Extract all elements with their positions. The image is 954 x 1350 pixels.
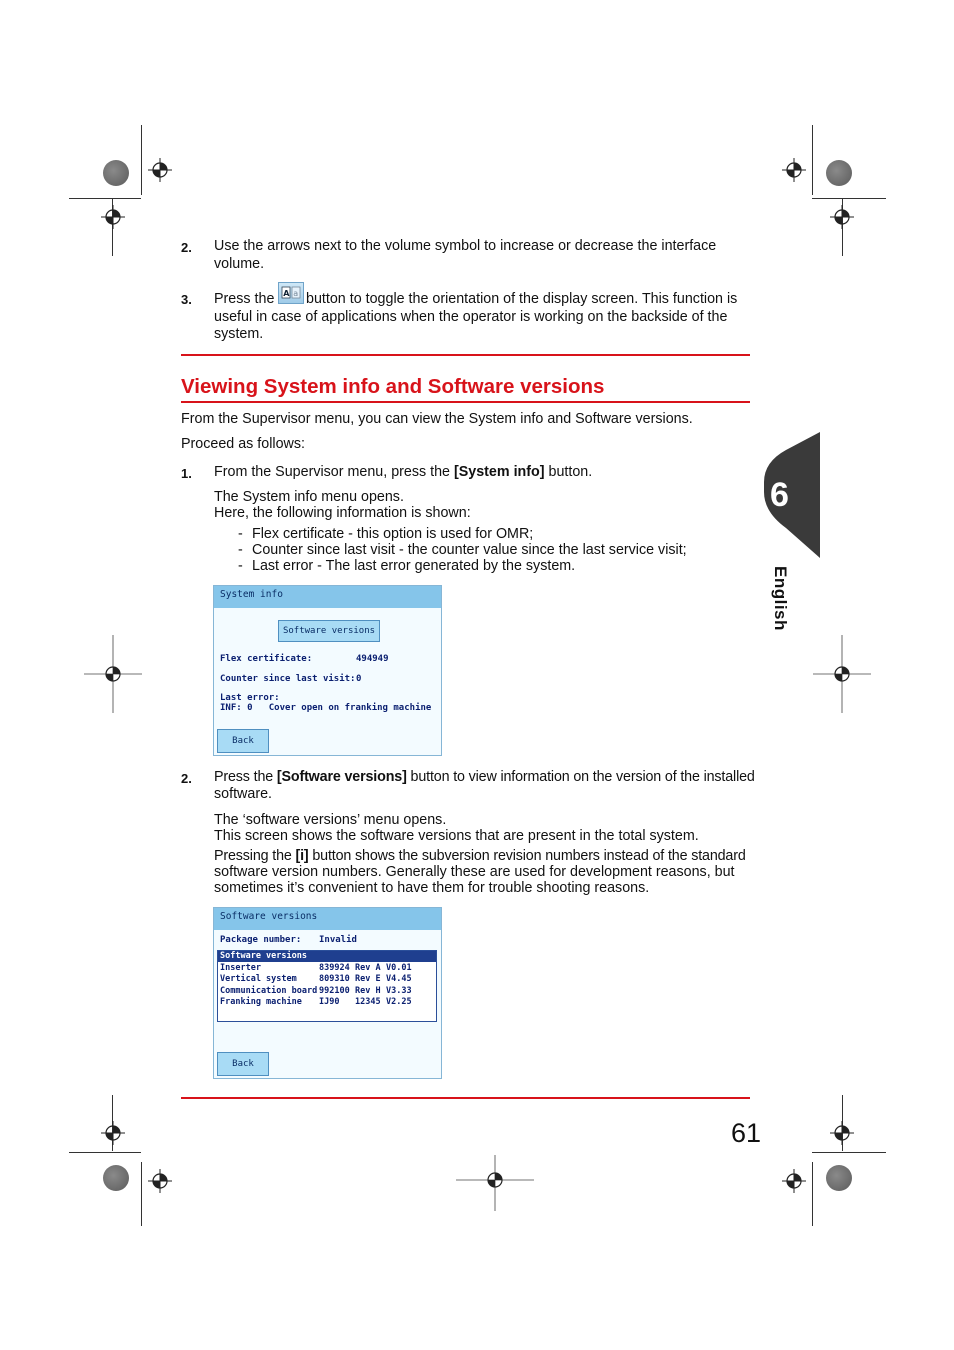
- crosshair-icon: [830, 1121, 854, 1145]
- step-text: Use the arrows next to the volume symbol to increase or decrease the interface: [214, 238, 717, 254]
- registration-dot: [103, 160, 129, 186]
- step-text: [214, 769, 755, 786]
- last-error-value: INF: 0 Cover open on franking machine: [220, 703, 432, 713]
- crop-mark: [812, 125, 813, 195]
- section-divider-top: [181, 354, 750, 356]
- svg-text:A: A: [283, 289, 290, 298]
- crop-mark: [812, 1162, 813, 1226]
- crosshair-icon: [101, 1121, 125, 1145]
- crosshair-icon: [456, 1155, 534, 1211]
- step-number: 2.: [181, 771, 192, 786]
- list-item: - Flex certificate - this option is used for OMR;: [238, 526, 534, 542]
- software-versions-screenshot: [213, 907, 442, 1079]
- proceed-text: Proceed as follows:: [181, 436, 305, 452]
- flex-certificate-value: 494949: [356, 654, 389, 664]
- svg-text:a: a: [293, 289, 299, 298]
- page-number: 61: [731, 1118, 762, 1148]
- step-text-pre: Press the: [214, 769, 277, 785]
- step-subtext: This screen shows the software versions that are present in the total system.: [214, 828, 699, 844]
- step-text-post: button shows the subversion revision numbers instead of the standard: [308, 848, 746, 864]
- step-subtext: [214, 848, 746, 865]
- info-button-ref: [i]: [295, 848, 309, 864]
- module-rev: 12345: [355, 997, 381, 1007]
- step-text-post: button to view information on the version of the installed: [406, 769, 755, 785]
- step-text: useful in case of applications when the operator is working on the backside of the: [214, 309, 728, 325]
- step-text: volume.: [214, 256, 265, 272]
- chapter-language: English: [771, 566, 790, 631]
- section-title: Viewing System info and Software versions: [181, 375, 605, 398]
- registration-dot: [103, 1165, 129, 1191]
- crop-mark: [69, 198, 141, 199]
- module-version: V0.01: [386, 963, 412, 973]
- crosshair-icon: [782, 1169, 806, 1193]
- chapter-number: 6: [770, 476, 789, 514]
- package-number-label: Package number:: [220, 935, 302, 945]
- step-number: 3.: [181, 292, 192, 307]
- module-code: 992100: [319, 986, 350, 996]
- table-row: [218, 974, 436, 985]
- module-rev: Rev E: [355, 974, 381, 984]
- module-version: V2.25: [386, 997, 412, 1007]
- module-version: V3.33: [386, 986, 412, 996]
- module-name: Vertical system: [220, 974, 297, 984]
- step-number: 2.: [181, 240, 192, 255]
- step-text: button to toggle the orientation of the display screen. This function is: [306, 291, 738, 307]
- module-version: V4.45: [386, 974, 412, 984]
- crosshair-icon: [148, 158, 172, 182]
- software-versions-table: [217, 950, 437, 1022]
- step-subtext: Here, the following information is shown:: [214, 505, 471, 521]
- step-subtext: The ‘software versions’ menu opens.: [214, 812, 447, 828]
- flex-certificate-label: Flex certificate:: [220, 654, 313, 664]
- module-rev: Rev H: [355, 986, 381, 996]
- software-versions-ref: [Software versions]: [276, 769, 407, 785]
- table-row: [218, 997, 436, 1008]
- step-text: system.: [214, 326, 264, 342]
- section-intro: From the Supervisor menu, you can view the System info and Software versions.: [181, 411, 693, 427]
- crop-mark: [812, 1152, 886, 1153]
- crosshair-icon: [148, 1169, 172, 1193]
- bullet-list: [238, 526, 718, 576]
- module-name: Franking machine: [220, 997, 302, 1007]
- step-subtext: The System info menu opens.: [214, 489, 404, 505]
- crop-mark: [69, 1152, 141, 1153]
- counter-label: Counter since last visit:: [220, 674, 356, 684]
- last-error-label: Last error:: [220, 693, 280, 703]
- crop-mark: [812, 198, 886, 199]
- software-versions-button[interactable]: Software versions: [278, 620, 380, 642]
- list-item: - Counter since last visit - the counter value since the last service visit;: [238, 542, 687, 558]
- system-info-ref: [System info]: [453, 464, 545, 480]
- step-subtext: sometimes it’s convenient to have them for trouble shooting reasons.: [214, 880, 650, 896]
- orientation-toggle-icon: [278, 282, 304, 304]
- package-number-value: Invalid: [319, 935, 357, 945]
- module-code: IJ90: [319, 997, 340, 1007]
- counter-value: 0: [356, 674, 362, 684]
- table-row: [218, 986, 436, 997]
- back-button[interactable]: Back: [217, 1052, 269, 1076]
- module-code: 809310: [319, 974, 350, 984]
- module-rev: Rev A: [355, 963, 381, 973]
- section-title-underline: [181, 401, 750, 403]
- screen-title-bar: Software versions: [214, 908, 441, 930]
- step-text-pre: From the Supervisor menu, press the: [214, 464, 454, 480]
- registration-dot: [826, 160, 852, 186]
- module-name: Inserter: [220, 963, 261, 973]
- crosshair-icon: [813, 635, 871, 713]
- module-code: 839924: [319, 963, 350, 973]
- footer-divider: [181, 1097, 750, 1099]
- crosshair-icon: [101, 205, 125, 229]
- table-row: [218, 963, 436, 974]
- step-subtext: software version numbers. Generally these are used for development reasons, but: [214, 864, 735, 880]
- step-text: [214, 464, 592, 481]
- screen-title-bar: System info: [214, 586, 441, 608]
- step-text-post: button.: [544, 464, 593, 480]
- crosshair-icon: [782, 158, 806, 182]
- step-text-pre: Pressing the: [214, 848, 296, 864]
- step-number: 1.: [181, 466, 192, 481]
- crop-mark: [141, 125, 142, 195]
- crosshair-icon: [84, 635, 142, 713]
- module-name: Communication board: [220, 986, 318, 996]
- crop-mark: [141, 1162, 142, 1226]
- back-button[interactable]: Back: [217, 729, 269, 753]
- table-header: Software versions: [218, 951, 436, 962]
- step-text: Press the: [214, 291, 275, 307]
- step-text: software.: [214, 786, 273, 802]
- list-item: - Last error - The last error generated by the system.: [238, 558, 576, 574]
- registration-dot: [826, 1165, 852, 1191]
- crosshair-icon: [830, 205, 854, 229]
- system-info-screenshot: [213, 585, 442, 756]
